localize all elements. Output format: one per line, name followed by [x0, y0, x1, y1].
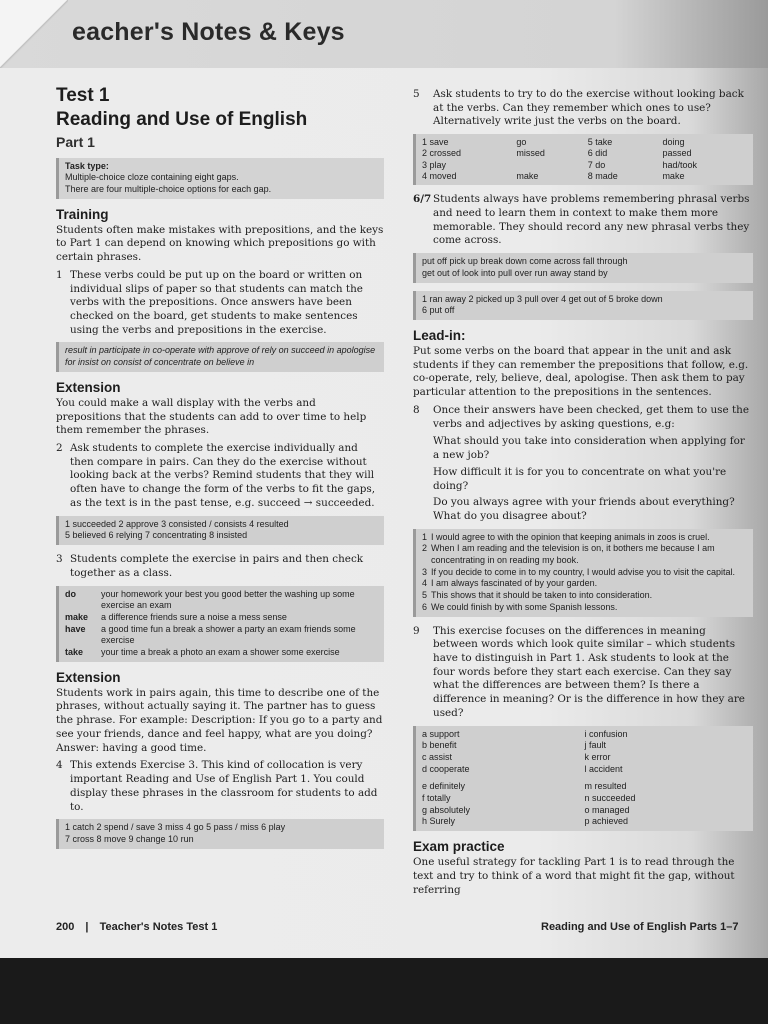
left-column: [56, 84, 384, 857]
question-3: Do you always agree with your friends about everything? What do you disagree about?: [433, 496, 735, 522]
exercise-4: 4 This extends Exercise 3. This kind of collocation is very important Reading and Use of English Part 1. You could display these phrases in the classroom for students to add to.: [56, 759, 378, 813]
footer-separator: |: [85, 921, 89, 933]
answer-key-4: 1 catch 2 spend / save 3 miss 4 go 5 pass / miss 6 play 7 cross 8 move 9 change 10 run: [56, 819, 384, 848]
lead-in-heading: Lead-in:: [413, 327, 466, 343]
answer-key-7: 1 ran away 2 picked up 3 pull over 4 get out of 5 broke down 6 put off: [413, 291, 753, 320]
header-title: eacher's Notes & Keys: [72, 18, 345, 46]
answer-key-8: 1 I would agree to with the opinion that keeping animals in zoos is cruel. 2 When I am reading and the television is on, it bothers me because I am concentrating in on reading my book. 3 If you decide to come in to my country, I would advise you to visit the capital. 4 I am always fascinated of by your garden. 5 This shows that it should be taken to into consideration. 6 We could finish by with some Spanish lessons.: [413, 529, 753, 617]
exercise-9: 9 This exercise focuses on the differences in meaning between words which look quite similar – which students have to distinguish in Part 1. Ask students to look at the four words before they start each exercise. Can they say what the differences are between them? Is there a difference in meaning? Or is the difference in how they are used?: [413, 624, 745, 719]
exercise-6-7: 6/7 Students always have problems remembering phrasal verbs and need to learn them in context to make them more memorable. They should record any new phrasal verbs they come across.: [413, 193, 750, 247]
page-number: 200: [56, 921, 75, 933]
phrasal-verb-box: put off pick up break down come across fall through get out of look into pull over run away stand by: [413, 253, 753, 282]
question-1: What should you take into consideration when applying for a new job?: [433, 435, 745, 462]
section-title: Reading and Use of English: [56, 108, 308, 130]
test-title: Test 1: [56, 85, 110, 106]
footer-left: [56, 921, 217, 933]
extension-text-1: You could make a wall display with the verbs and prepositions that the students can add to over time to help them remember the phrases.: [56, 396, 367, 437]
exercise-1: 1 These verbs could be put up on the board or written on individual slips of paper so that students can match the verbs with the prepositions. Once answers have been checked on the board, get students to make sentences using the verbs and prepositions in the exercise.: [56, 268, 363, 336]
training-heading: Training: [56, 206, 109, 222]
part-label: Part 1: [56, 133, 95, 150]
footer-section-label: Teacher's Notes Test 1: [99, 921, 218, 933]
exam-practice-heading: Exam practice: [413, 839, 505, 855]
exercise-8: 8 Once their answers have been checked, get them to use the verbs and adjectives by asking questions, e.g:: [413, 403, 749, 430]
answer-key-5: 1 save go 5 take doing 2 crossed missed 6 did passed 3 play 7 do had/took 4 moved make 8 made make: [413, 134, 753, 185]
verb-preposition-box: result in participate in co-operate with approve of rely on succeed in apologise for insist on consist of concentrate on believe in: [56, 342, 384, 371]
right-column: [413, 88, 753, 901]
collocation-box: do your homework your best you good better the washing up some exercise an exam make a difference friends sure a noise a mess sense have a good time fun a break a shower a party an exam friends some exercise take your time a break a photo an exam a shower some exercise: [56, 586, 384, 662]
exercise-5: 5 Ask students to try to do the exercise without looking back at the verbs. Can they remember which ones to use? Alternatively write just the verbs on the board.: [413, 88, 744, 128]
training-text: Students often make mistakes with prepositions, and the keys to Part 1 can depend on knowing which prepositions go with certain phrases.: [56, 223, 384, 264]
exercise-3: 3 Students complete the exercise in pairs and then check together as a class.: [56, 553, 364, 579]
lead-in-text: Put some verbs on the board that appear in the unit and ask students if they can remember the prepositions that follow, e.g. co-operate, rely, believe, deal, apologise. Then ask them to pay particular attention to the prepositions in the sentences.: [413, 344, 749, 399]
answer-key-9: a support i confusion b benefit j fault c assist k error d cooperate l accident e definitely m resulted f totally n succeeded g absolutely o managed h Surely p achieved: [413, 726, 753, 832]
answer-key-2: 1 succeeded 2 approve 3 consisted / consists 4 resulted 5 believed 6 relying 7 concentrating 8 insisted: [56, 516, 384, 545]
extension-heading-2: Extension: [56, 669, 121, 685]
exercise-2: 2 Ask students to complete the exercise individually and then compare in pairs. Can they do the exercise without looking back at the verbs? Remind students that they will often have to change the form of the verbs to fit the gaps, as the text is in the past tense, e.g. succeed → succeeded.: [56, 442, 376, 509]
footer-right: Reading and Use of English Parts 1–7: [541, 921, 739, 933]
extension-text-2: Students work in pairs again, this time to describe one of the phrases, without actually saying it. The partner has to guess the phrase. For example: Description: If you go to a party and see your friends, dance and feel happy, what are you doing? Answer: having a good time.: [56, 686, 383, 754]
exam-practice-text: One useful strategy for tackling Part 1 is to read through the text and try to think of a word that might fit the gap, without referring: [413, 856, 735, 896]
question-2: How difficult it is for you to concentrate on what you're doing?: [433, 465, 727, 492]
extension-heading-1: Extension: [56, 379, 121, 395]
task-type-box: Task type: Multiple-choice cloze containing eight gaps. There are four multiple-choice options for each gap.: [56, 158, 384, 199]
